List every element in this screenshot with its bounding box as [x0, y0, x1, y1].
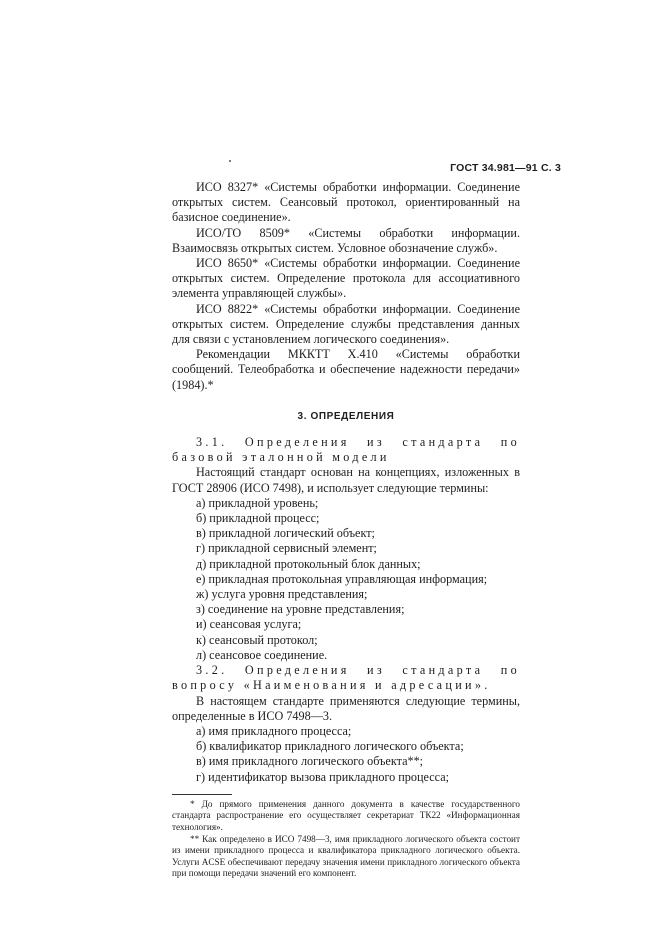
term-list-item: в) имя прикладного логического объекта**;: [196, 754, 424, 769]
page-header: ГОСТ 34.981—91 С. 3: [450, 162, 561, 174]
term-list-item: г) идентификатор вызова прикладного процесса;: [196, 769, 449, 784]
term-list-item: б) квалификатор прикладного логического объекта;: [196, 739, 464, 754]
footnote-1: * До прямого применения данного документа в качестве государственного стандарта распространение его осуществляет секретариат ТК22 «Информационная технология».: [172, 798, 520, 832]
term-list-item: д) прикладной протокольный блок данных;: [196, 556, 421, 571]
footnote-divider: [172, 794, 232, 795]
subsection-3-2-heading: 3.2. Определения из стандарта по вопросу «Наименования и адресации».: [172, 663, 520, 693]
reference-iso-8650: ИСО 8650* «Системы обработки информации. Соединение открытых систем. Определение протокола для ассоциативного элемента управляющей службы».: [172, 256, 520, 301]
page-body: [172, 180, 520, 880]
subsection-3-2-intro: В настоящем стандарте применяются следующие термины, определенные в ИСО 7498—3.: [172, 693, 520, 723]
reference-iso-to-8509: ИСО/ТО 8509* «Системы обработки информации. Взаимосвязь открытых систем. Условное обозначение служб».: [172, 225, 520, 255]
term-list-item: з) соединение на уровне представления;: [196, 602, 405, 617]
term-list-item: е) прикладная протокольная управляющая информация;: [196, 571, 488, 586]
subsection-3-1-heading: 3.1. Определения из стандарта по базовой эталонной модели: [172, 435, 520, 465]
term-list-item: а) имя прикладного процесса;: [196, 723, 352, 738]
scan-speck: [229, 160, 231, 162]
term-list-item: в) прикладной логический объект;: [196, 526, 375, 541]
subsection-3-1-intro: Настоящий стандарт основан на концепциях, изложенных в ГОСТ 28906 (ИСО 7498), и использует следующие термины:: [172, 465, 520, 495]
term-list-item: г) прикладной сервисный элемент;: [196, 541, 377, 556]
reference-iso-8327: ИСО 8327* «Системы обработки информации. Соединение открытых систем. Сеансовый протокол, ориентированный на базисное соединение».: [172, 180, 520, 225]
reference-iso-8822: ИСО 8822* «Системы обработки информации. Соединение открытых систем. Определение службы представления данных для связи с установлением логического соединения».: [172, 301, 520, 347]
term-list-item: ж) услуга уровня представления;: [196, 587, 368, 602]
term-list-item: и) сеансовая услуга;: [196, 617, 302, 632]
term-list-item: б) прикладной процесс;: [196, 511, 320, 526]
term-list-item: к) сеансовый протокол;: [196, 632, 318, 647]
term-list-item: л) сеансовое соединение.: [196, 647, 328, 662]
footnote-2: ** Как определено в ИСО 7498—3, имя прикладного логического объекта состоит из имени прикладного процесса и квалификатора прикладного логического объекта. Услуги ACSE обеспечивают передачу значения имени прикладного логического объекта при помощи передачи значений его компонент.: [172, 833, 520, 879]
reference-ccitt-x410: Рекомендации МККТТ Х.410 «Системы обработки сообщений. Телеобработка и обеспечение надежности передачи» (1984).*: [172, 347, 520, 392]
section-title: 3. ОПРЕДЕЛЕНИЯ: [297, 410, 395, 422]
term-list-item: а) прикладной уровень;: [196, 495, 319, 510]
